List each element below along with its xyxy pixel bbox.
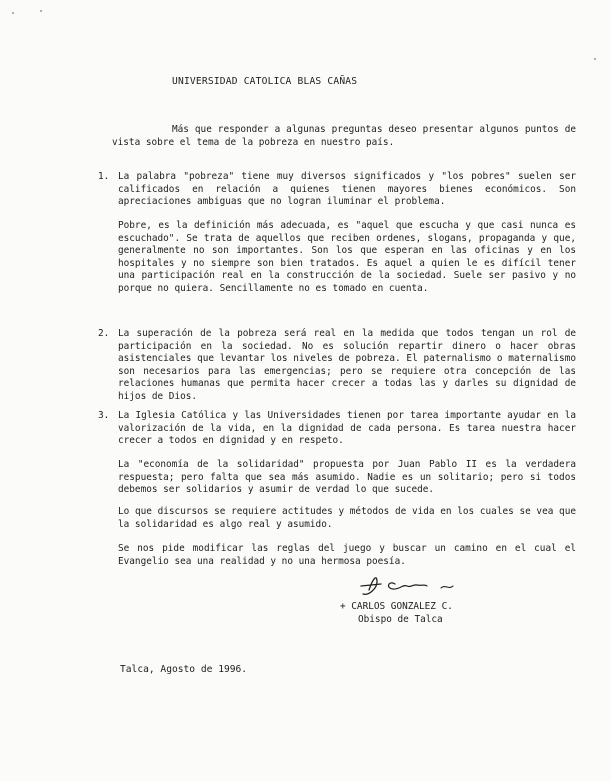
section-number: 2.	[98, 328, 110, 339]
scan-speck	[594, 58, 596, 60]
section-1-paragraph-1: La palabra "pobreza" tiene muy diversos significados y "los pobres" suelen ser calificados en relación a quienes tienen mayores bienes económicos. Son apreciaciones ambiguas que no logran iluminar el problema.	[118, 171, 576, 208]
signature-block	[340, 600, 453, 626]
section-3-paragraph-4: Se nos pide modificar las reglas del juego y buscar un camino en el cual el Evangelio sea una realidad y no una hermosa poesía.	[118, 543, 576, 567]
document-heading: UNIVERSIDAD CATOLICA BLAS CAÑAS	[172, 76, 358, 87]
section-3-paragraph-1: La Iglesia Católica y las Universidades tienen por tarea importante ayudar en la valorización de la vida, en la dignidad de cada persona. Es tarea nuestra hacer crecer a todos en dignidad y en respeto.	[118, 410, 576, 447]
intro-paragraph: Más que responder a algunas preguntas deseo presentar algunos puntos de vista sobre el tema de la pobreza en nuestro país.	[112, 124, 576, 148]
section-2-paragraph-1: La superación de la pobreza será real en la medida que todos tengan un rol de participación en la sociedad. No es solución repartir dinero o hacer obras asistenciales que levantar los niveles de pobreza. El paternalismo o maternalismo son necesarios para las emergencias; pero se requiere otra concepción de las relaciones humanas que permita hacer crecer a todas las y darles su dignidad de hijos de Dios.	[118, 328, 576, 402]
handwritten-signature	[355, 570, 475, 600]
scan-speck	[12, 12, 14, 14]
section-number: 1.	[98, 171, 110, 182]
signer-title: Obispo de Talca	[358, 614, 443, 625]
section-number: 3.	[98, 410, 110, 421]
section-3-paragraph-3: Lo que discursos se requiere actitudes y métodos de vida en los cuales se vea que la solidaridad es algo real y asumido.	[118, 506, 576, 530]
signer-name: + CARLOS GONZALEZ C.	[340, 601, 453, 612]
dateline: Talca, Agosto de 1996.	[120, 664, 248, 675]
section-1-paragraph-2: Pobre, es la definición más adecuada, es "aquel que escucha y que casi nunca es escuchado". Se trata de aquellos que reciben ordenes, slogans, propaganda y que, generalmente no son importantes. Son los que esperan en las oficinas y en los hospitales y no siempre son bien tratados. Es aquel a quien le es difícil tener una participación real en la construcción de la sociedad. Suele ser pasivo y no porque no quiera. Sencillamente no es tomado en cuenta.	[118, 220, 576, 294]
scan-speck	[40, 10, 42, 12]
section-3-paragraph-2: La "economía de la solidaridad" propuesta por Juan Pablo II es la verdadera respuesta; pero falta que sea más asumido. Nadie es un solitario; pero si todos debemos ser solidarios y asumir de verdad lo que sucede.	[118, 459, 576, 496]
